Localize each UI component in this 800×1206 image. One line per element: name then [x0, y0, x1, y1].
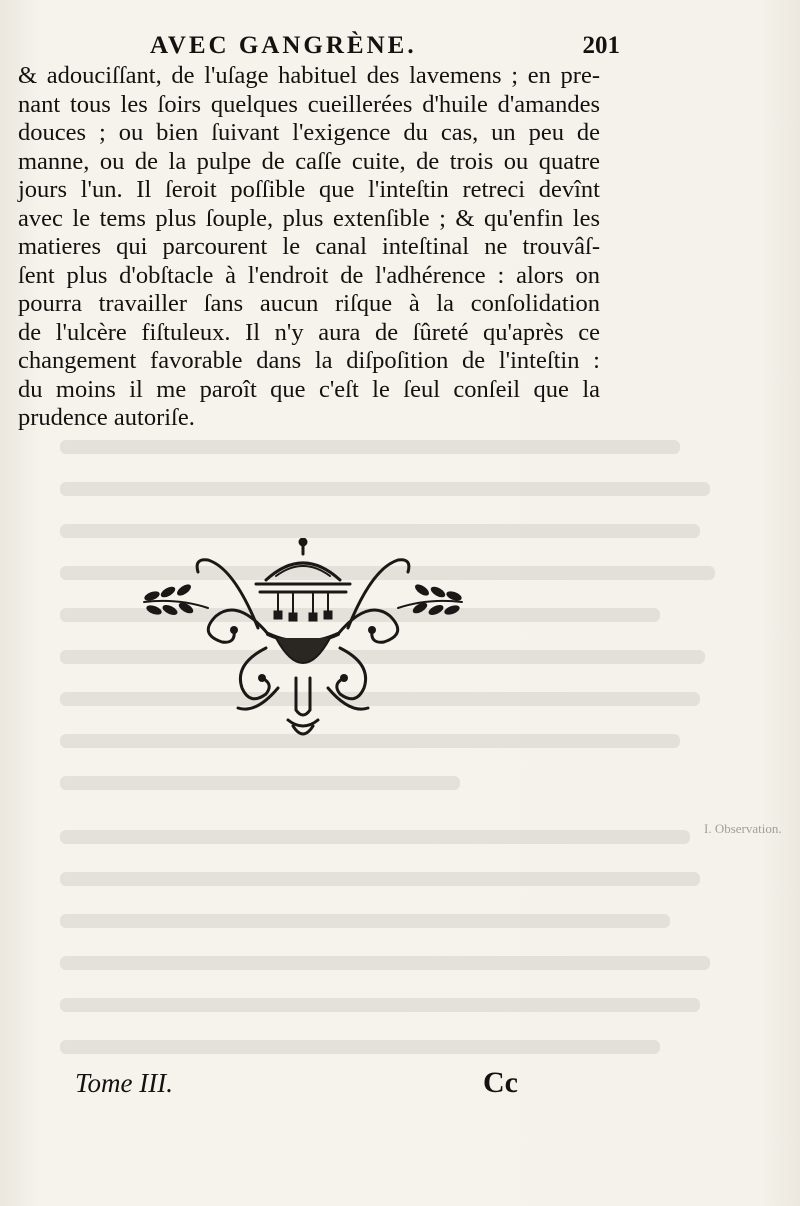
text-line: jours l'un. Il ſeroit poſſible que l'inteſtin retreci devînt [18, 176, 600, 203]
text-line: & adouciſſant, de l'uſage habituel des lavemens ; en pre- [18, 62, 600, 89]
running-head: AVEC GANGRÈNE. [150, 32, 417, 59]
text-line: changement favorable dans la diſpoſition de l'inteſtin : [18, 347, 600, 374]
text-line: de l'ulcère fiſtuleux. Il n'y aura de ſûreté qu'après ce [18, 318, 600, 346]
show-through-texture [40, 420, 740, 1100]
margin-note: I. Observation. [704, 821, 782, 836]
text-line: ſent plus d'obſtacle à l'endroit de l'adhérence : alors on [18, 261, 600, 289]
volume-label: Tome III. [75, 1068, 173, 1098]
page-header [150, 32, 620, 62]
vase-ornament-icon [138, 538, 468, 748]
text-line: du moins il me paroît que c'eſt le ſeul conſeil que la [18, 375, 600, 403]
text-line: matieres qui parcourent le canal inteſtinal ne trouvâſ- [18, 233, 600, 260]
text-line: pourra travailler ſans aucun riſque à la conſolidation [18, 290, 600, 317]
text-line: manne, ou de la pulpe de caſſe cuite, de trois ou quatre [18, 147, 600, 175]
text-line: prudence autoriſe. [18, 404, 195, 431]
text-line: avec le tems plus ſouple, plus extenſible ; & qu'enfin les [18, 204, 600, 232]
signature-mark: Cc [483, 1066, 518, 1099]
body-text [18, 62, 600, 433]
text-line: nant tous les ſoirs quelques cueillerées d'huile d'amandes [18, 90, 600, 118]
text-line: douces ; ou bien ſuivant l'exigence du cas, un peu de [18, 119, 600, 146]
page-number: 201 [582, 32, 620, 59]
